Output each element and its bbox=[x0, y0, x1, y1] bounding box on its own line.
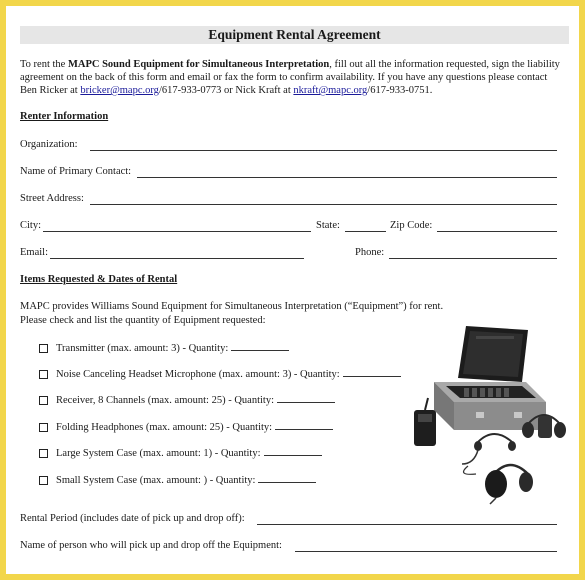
items-description-line1: MAPC provides Williams Sound Equipment for Simultaneous Interpretation (“Equipment”) for rent. bbox=[20, 301, 444, 312]
email-label: Email: bbox=[20, 247, 48, 258]
intro-text: , fill out all the information requested, sign the liability agreement on the back of this form and email or fax the form to confirm availability. If you have any questions please contact Ben Ricker at bbox=[20, 59, 560, 96]
email-link-nkraft[interactable]: nkraft@mapc.org bbox=[293, 85, 368, 96]
street-address-label: Street Address: bbox=[20, 193, 84, 204]
small-case-checkbox[interactable] bbox=[39, 476, 48, 485]
receiver-quantity-field[interactable] bbox=[277, 393, 335, 403]
headset-microphone-label: Noise Canceling Headset Microphone (max. amount: 3) - Quantity: bbox=[56, 369, 340, 380]
rental-period-label: Rental Period (includes date of pick up and drop off): bbox=[20, 513, 245, 524]
item-row bbox=[56, 393, 335, 406]
folding-headphones-label: Folding Headphones (max. amount: 25) - Quantity: bbox=[56, 422, 273, 433]
state-label: State: bbox=[316, 220, 340, 231]
headset-microphone-checkbox[interactable] bbox=[39, 370, 48, 379]
phone-label: Phone: bbox=[355, 247, 385, 258]
transmitter-label: Transmitter (max. amount: 3) - Quantity: bbox=[56, 343, 229, 354]
intro-paragraph bbox=[20, 58, 560, 97]
street-address-field[interactable] bbox=[90, 204, 557, 205]
folding-headphones-quantity-field[interactable] bbox=[275, 420, 333, 430]
city-field[interactable] bbox=[43, 231, 311, 232]
title-bar bbox=[20, 26, 569, 44]
transmitter-checkbox[interactable] bbox=[39, 344, 48, 353]
intro-bold-text: MAPC Sound Equipment for Simultaneous Interpretation bbox=[67, 59, 330, 70]
email-field[interactable] bbox=[50, 258, 304, 259]
rental-period-field[interactable] bbox=[257, 524, 557, 525]
intro-text: /617-933-0773 or Nick Kraft at bbox=[158, 85, 294, 96]
state-field[interactable] bbox=[345, 231, 386, 232]
item-row bbox=[56, 420, 333, 433]
city-label: City: bbox=[20, 220, 42, 231]
equipment-case-photo bbox=[406, 324, 576, 509]
pickup-person-label: Name of person who will pick up and drop off the Equipment: bbox=[20, 540, 282, 551]
receiver-checkbox[interactable] bbox=[39, 396, 48, 405]
intro-text: To rent the bbox=[20, 59, 68, 70]
transmitter-quantity-field[interactable] bbox=[231, 341, 289, 351]
organization-field[interactable] bbox=[90, 150, 557, 151]
small-case-label: Small System Case (max. amount: ) - Quantity: bbox=[56, 475, 256, 486]
item-row bbox=[56, 367, 401, 380]
page-title: Equipment Rental Agreement bbox=[208, 27, 381, 42]
large-case-checkbox[interactable] bbox=[39, 449, 48, 458]
item-row bbox=[56, 341, 289, 354]
primary-contact-label: Name of Primary Contact: bbox=[20, 166, 132, 177]
items-description-line2: Please check and list the quantity of Equipment requested: bbox=[20, 315, 266, 326]
organization-label: Organization: bbox=[20, 139, 78, 150]
pickup-person-field[interactable] bbox=[295, 551, 557, 552]
intro-text: /617-933-0751. bbox=[367, 85, 433, 96]
phone-field[interactable] bbox=[389, 258, 557, 259]
folding-headphones-checkbox[interactable] bbox=[39, 423, 48, 432]
headset-microphone-quantity-field[interactable] bbox=[343, 367, 401, 377]
renter-info-heading: Renter Information bbox=[20, 111, 109, 122]
large-case-quantity-field[interactable] bbox=[264, 446, 322, 456]
email-link-bricker[interactable]: bricker@mapc.org bbox=[80, 85, 159, 96]
zip-code-label: Zip Code: bbox=[390, 220, 433, 231]
item-row bbox=[56, 446, 322, 459]
primary-contact-field[interactable] bbox=[137, 177, 557, 178]
item-row bbox=[56, 473, 316, 486]
zip-code-field[interactable] bbox=[437, 231, 557, 232]
rental-form-page bbox=[6, 6, 579, 574]
items-requested-heading: Items Requested & Dates of Rental bbox=[20, 274, 178, 285]
small-case-quantity-field[interactable] bbox=[258, 473, 316, 483]
receiver-label: Receiver, 8 Channels (max. amount: 25) - Quantity: bbox=[56, 395, 274, 406]
large-case-label: Large System Case (max. amount: 1) - Quantity: bbox=[56, 448, 261, 459]
